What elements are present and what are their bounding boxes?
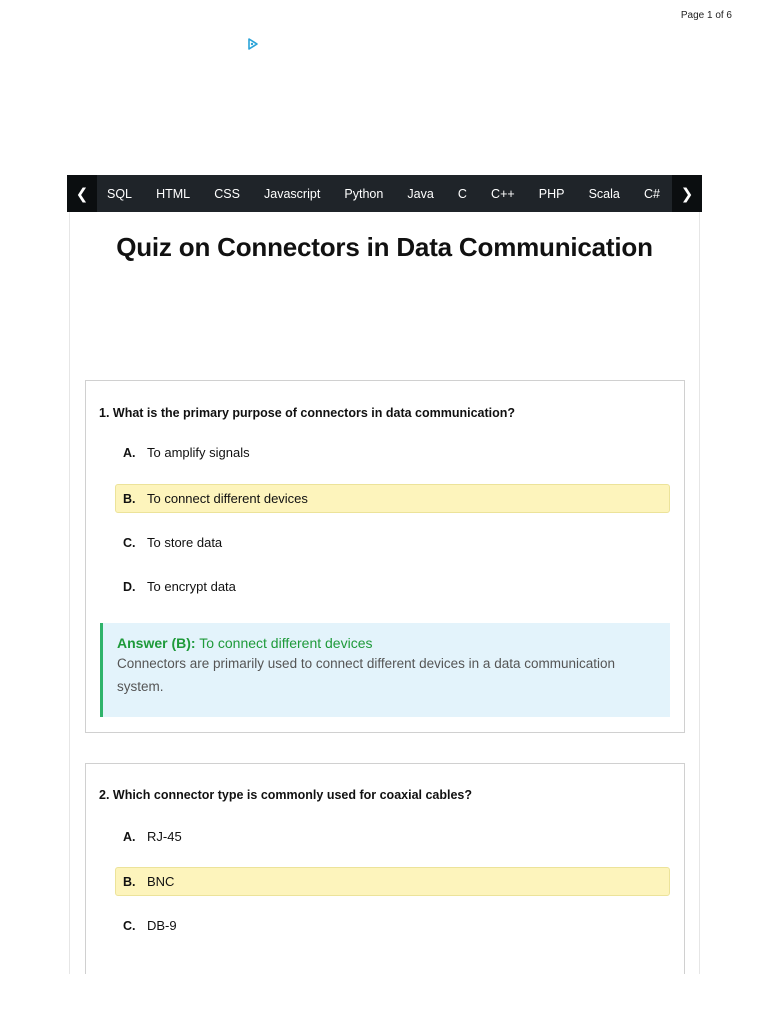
nav-items — [97, 187, 672, 201]
option-text: RJ-45 — [147, 829, 182, 844]
language-nav-bar — [67, 175, 702, 212]
nav-item-php[interactable]: PHP — [538, 186, 565, 201]
option-c[interactable] — [115, 911, 670, 940]
answer-text: To connect different devices — [199, 635, 373, 651]
quiz-content — [69, 212, 700, 974]
nav-item-javascript[interactable]: Javascript — [264, 186, 321, 201]
option-b-correct[interactable] — [115, 867, 670, 896]
option-letter: B. — [123, 491, 136, 506]
answer-explanation-box — [100, 623, 670, 717]
nav-item-python[interactable]: Python — [344, 186, 384, 201]
option-text: To encrypt data — [147, 579, 236, 594]
option-letter: C. — [123, 918, 136, 933]
ad-choices-icon[interactable] — [246, 37, 260, 51]
option-a[interactable] — [115, 822, 670, 851]
option-text: BNC — [147, 874, 175, 889]
question-card-1 — [85, 380, 685, 733]
nav-item-csharp[interactable]: C# — [643, 186, 660, 201]
nav-item-css[interactable]: CSS — [214, 186, 240, 201]
chevron-right-icon[interactable]: ❯ — [672, 175, 702, 212]
option-letter: D. — [123, 579, 136, 594]
answer-label: Answer (B): — [117, 635, 196, 651]
question-text: 2. Which connector type is commonly used for coaxial cables? — [99, 788, 473, 802]
option-c[interactable] — [115, 528, 670, 557]
nav-item-cpp[interactable]: C++ — [491, 186, 515, 201]
option-letter: A. — [123, 445, 136, 460]
option-text: To connect different devices — [147, 491, 308, 506]
answer-line — [117, 635, 656, 651]
option-text: To amplify signals — [147, 445, 250, 460]
nav-item-java[interactable]: Java — [407, 186, 434, 201]
nav-item-c[interactable]: C — [457, 186, 467, 201]
option-b-correct[interactable] — [115, 484, 670, 513]
question-card-2 — [85, 763, 685, 974]
nav-item-html[interactable]: HTML — [156, 186, 191, 201]
page-indicator: Page 1 of 6 — [680, 10, 732, 21]
question-text: 1. What is the primary purpose of connectors in data communication? — [99, 406, 516, 420]
explanation-text: Connectors are primarily used to connect different devices in a data communication system. — [117, 656, 616, 694]
page-title: Quiz on Connectors in Data Communication — [116, 232, 653, 262]
option-letter: C. — [123, 535, 136, 550]
chevron-left-icon[interactable]: ❮ — [67, 175, 97, 212]
option-d[interactable] — [115, 572, 670, 601]
option-a[interactable] — [115, 438, 670, 467]
nav-item-scala[interactable]: Scala — [588, 186, 620, 201]
option-letter: B. — [123, 874, 136, 889]
option-letter: A. — [123, 829, 136, 844]
option-text: To store data — [147, 535, 223, 550]
nav-item-sql[interactable]: SQL — [107, 186, 133, 201]
option-text: DB-9 — [147, 918, 177, 933]
